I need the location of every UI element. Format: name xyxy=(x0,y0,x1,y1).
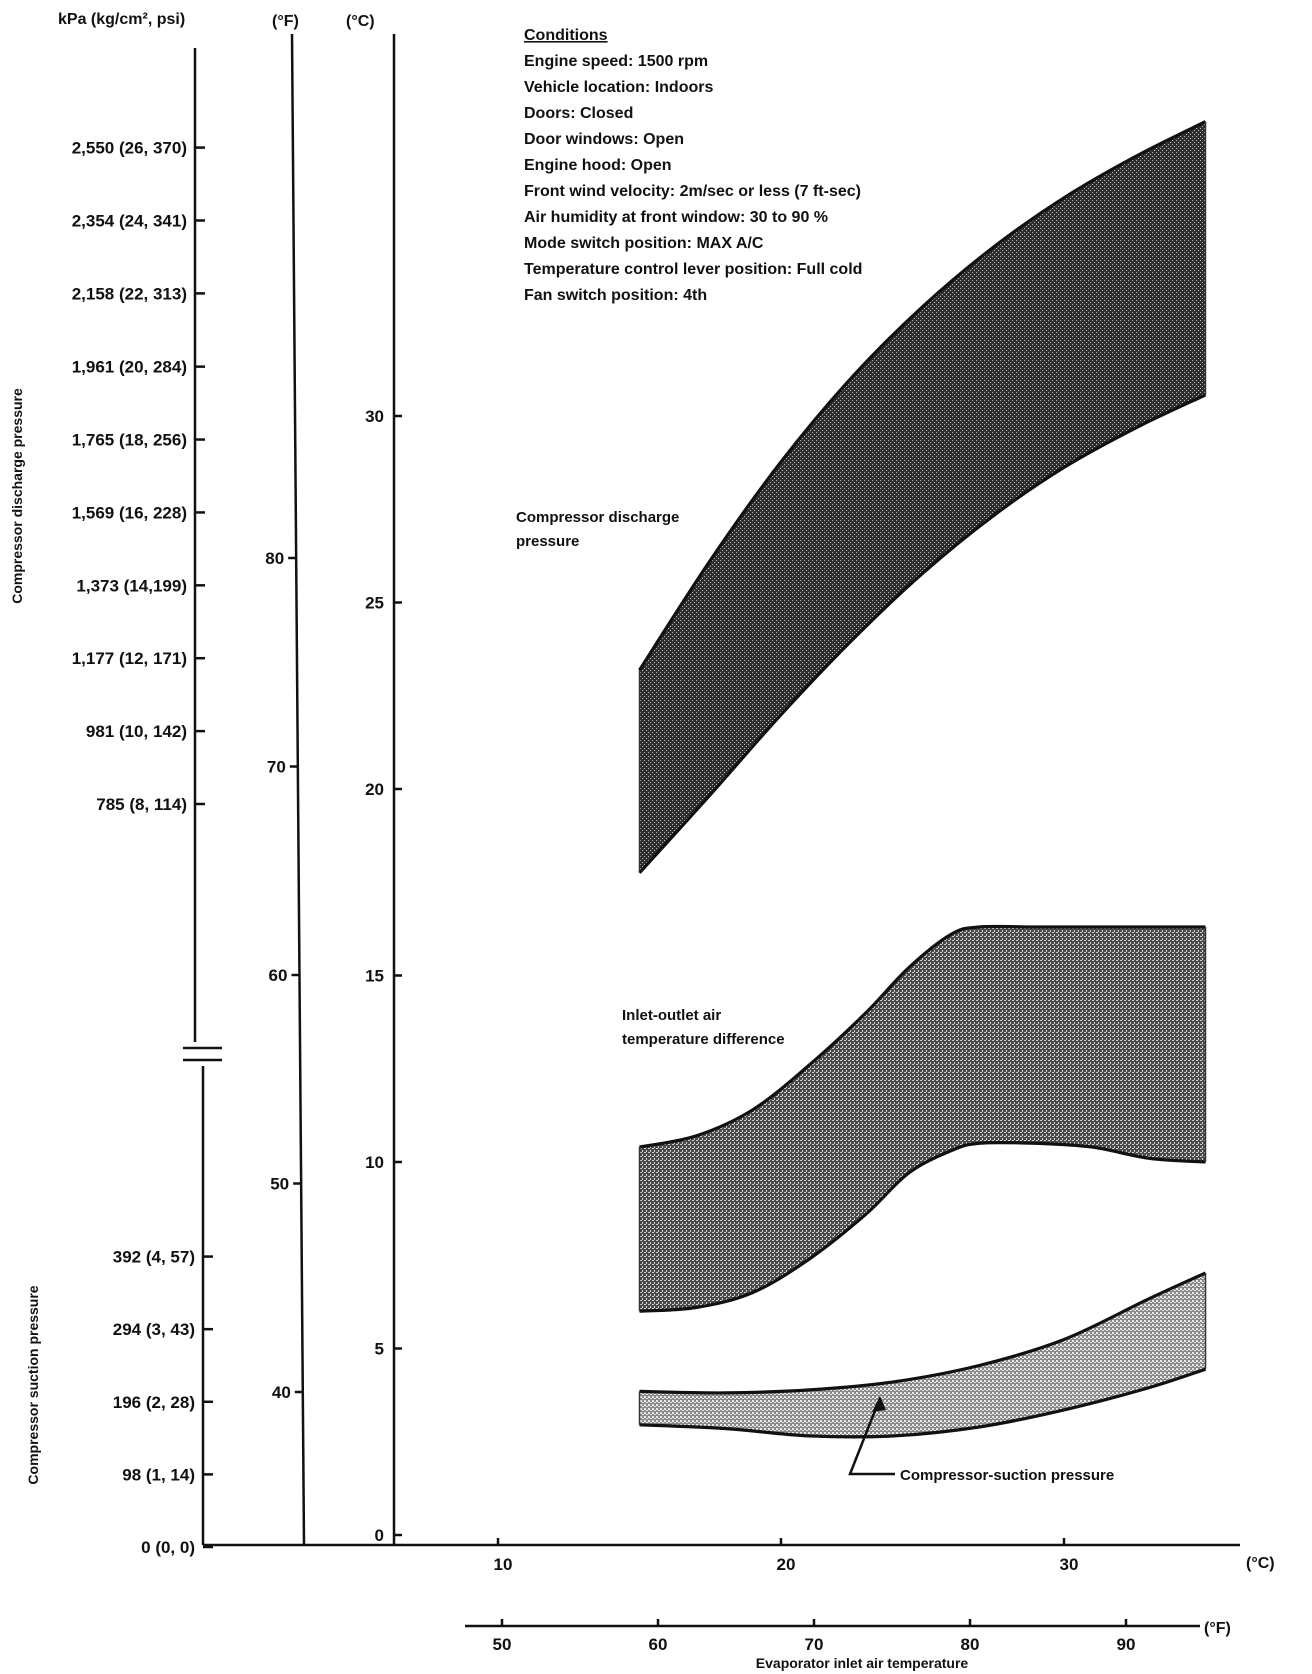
pressure-upper-ticks xyxy=(72,139,205,814)
condition-line: Engine hood: Open xyxy=(524,157,672,174)
temp-c-tick-label: 15 xyxy=(365,966,384,986)
temp-c-ticks xyxy=(365,407,402,1545)
pressure-upper-tick-label: 1,765 (18, 256) xyxy=(71,430,187,450)
pressure-lower-tick-label: 294 (3, 43) xyxy=(112,1320,195,1340)
x-axis-f-ticks xyxy=(493,1619,1136,1654)
condition-line: Fan switch position: 4th xyxy=(524,287,708,304)
pressure-upper-tick-label: 1,569 (16, 228) xyxy=(71,503,187,523)
conditions-list xyxy=(524,53,862,304)
temp-c-tick-label: 20 xyxy=(365,780,384,799)
pressure-lower-tick-label: 392 (4, 57) xyxy=(112,1247,195,1267)
discharge-band-label-line2: pressure xyxy=(516,533,580,550)
x-axis-c-tick-label: 10 xyxy=(493,1555,513,1574)
pressure-upper-tick-label: 1,373 (14,199) xyxy=(76,576,187,596)
x-axis-title: Evaporator inlet air temperature xyxy=(755,1655,969,1671)
condition-line: Air humidity at front window: 30 to 90 % xyxy=(524,209,829,226)
temp-c-tick-label: 5 xyxy=(374,1339,384,1359)
x-axis-f-unit: (°F) xyxy=(1204,1620,1231,1637)
x-axis-f-tick-label: 80 xyxy=(960,1635,980,1654)
conditions-heading: Conditions xyxy=(524,27,608,44)
pressure-upper-tick-label: 2,550 (26, 370) xyxy=(71,138,187,158)
x-axis-f-tick-label: 50 xyxy=(492,1635,512,1654)
pressure-upper-tick-label: 2,158 (22, 313) xyxy=(71,284,187,304)
pressure-upper-tick-label: 1,961 (20, 284) xyxy=(71,357,187,377)
pressure-lower-tick-label: 196 (2, 28) xyxy=(112,1392,195,1412)
condition-line: Vehicle location: Indoors xyxy=(524,79,714,96)
condition-line: Engine speed: 1500 rpm xyxy=(524,53,709,70)
difference-band-label-line1: Inlet-outlet air xyxy=(622,1007,722,1024)
temp-f-axis-line xyxy=(292,34,304,1545)
temp-f-axis-unit: (°F) xyxy=(272,13,299,30)
pressure-upper-tick-label: 2,354 (24, 341) xyxy=(71,211,187,231)
difference-band-label-line2: temperature difference xyxy=(622,1031,785,1048)
suction-band-label: Compressor-suction pressure xyxy=(900,1467,1115,1484)
temp-f-tick-label: 60 xyxy=(268,966,288,985)
temp-f-tick-label: 40 xyxy=(271,1383,291,1402)
temp-c-tick-label: 10 xyxy=(365,1153,384,1172)
temp-f-tick-label: 50 xyxy=(270,1174,290,1194)
x-axis-c-unit: (°C) xyxy=(1246,1555,1275,1572)
discharge-band-label-line1: Compressor discharge xyxy=(516,509,680,526)
temp-difference-band xyxy=(640,926,1206,1311)
pressure-lower-axis-title: Compressor suction pressure xyxy=(25,1285,41,1485)
condition-line: Door windows: Open xyxy=(524,131,684,148)
pressure-upper-tick-label: 785 (8, 114) xyxy=(96,795,187,814)
condition-line: Front wind velocity: 2m/sec or less (7 ft-sec) xyxy=(524,183,861,200)
pressure-upper-tick-label: 981 (10, 142) xyxy=(85,722,187,742)
pressure-upper-axis-title: Compressor discharge pressure xyxy=(9,388,25,604)
condition-line: Temperature control lever position: Full cold xyxy=(524,261,863,278)
x-axis-f-tick-label: 90 xyxy=(1116,1635,1136,1654)
x-axis-c-tick-label: 30 xyxy=(1059,1555,1079,1574)
temp-c-axis-unit: (°C) xyxy=(346,13,375,30)
temp-c-tick-label: 30 xyxy=(365,407,384,426)
temp-c-tick-label: 0 xyxy=(374,1526,384,1545)
pressure-lower-tick-label: 98 (1, 14) xyxy=(122,1465,195,1485)
condition-line: Doors: Closed xyxy=(524,105,634,122)
x-axis-c-ticks xyxy=(494,1538,1079,1574)
pressure-lower-ticks xyxy=(113,1248,213,1557)
x-axis-f-tick-label: 60 xyxy=(648,1635,668,1654)
x-axis-c-tick-label: 20 xyxy=(776,1555,796,1574)
pressure-axis-unit: kPa (kg/cm², psi) xyxy=(58,11,186,28)
x-axis-f-tick-label: 70 xyxy=(804,1635,824,1654)
temp-c-tick-label: 25 xyxy=(365,593,384,613)
bands-group xyxy=(640,122,1206,1437)
pressure-lower-tick-label: 0 (0, 0) xyxy=(141,1538,195,1557)
condition-line: Mode switch position: MAX A/C xyxy=(524,235,764,252)
temp-f-tick-label: 70 xyxy=(266,757,286,777)
temp-f-tick-label: 80 xyxy=(265,549,285,568)
pressure-upper-tick-label: 1,177 (12, 171) xyxy=(71,649,187,669)
